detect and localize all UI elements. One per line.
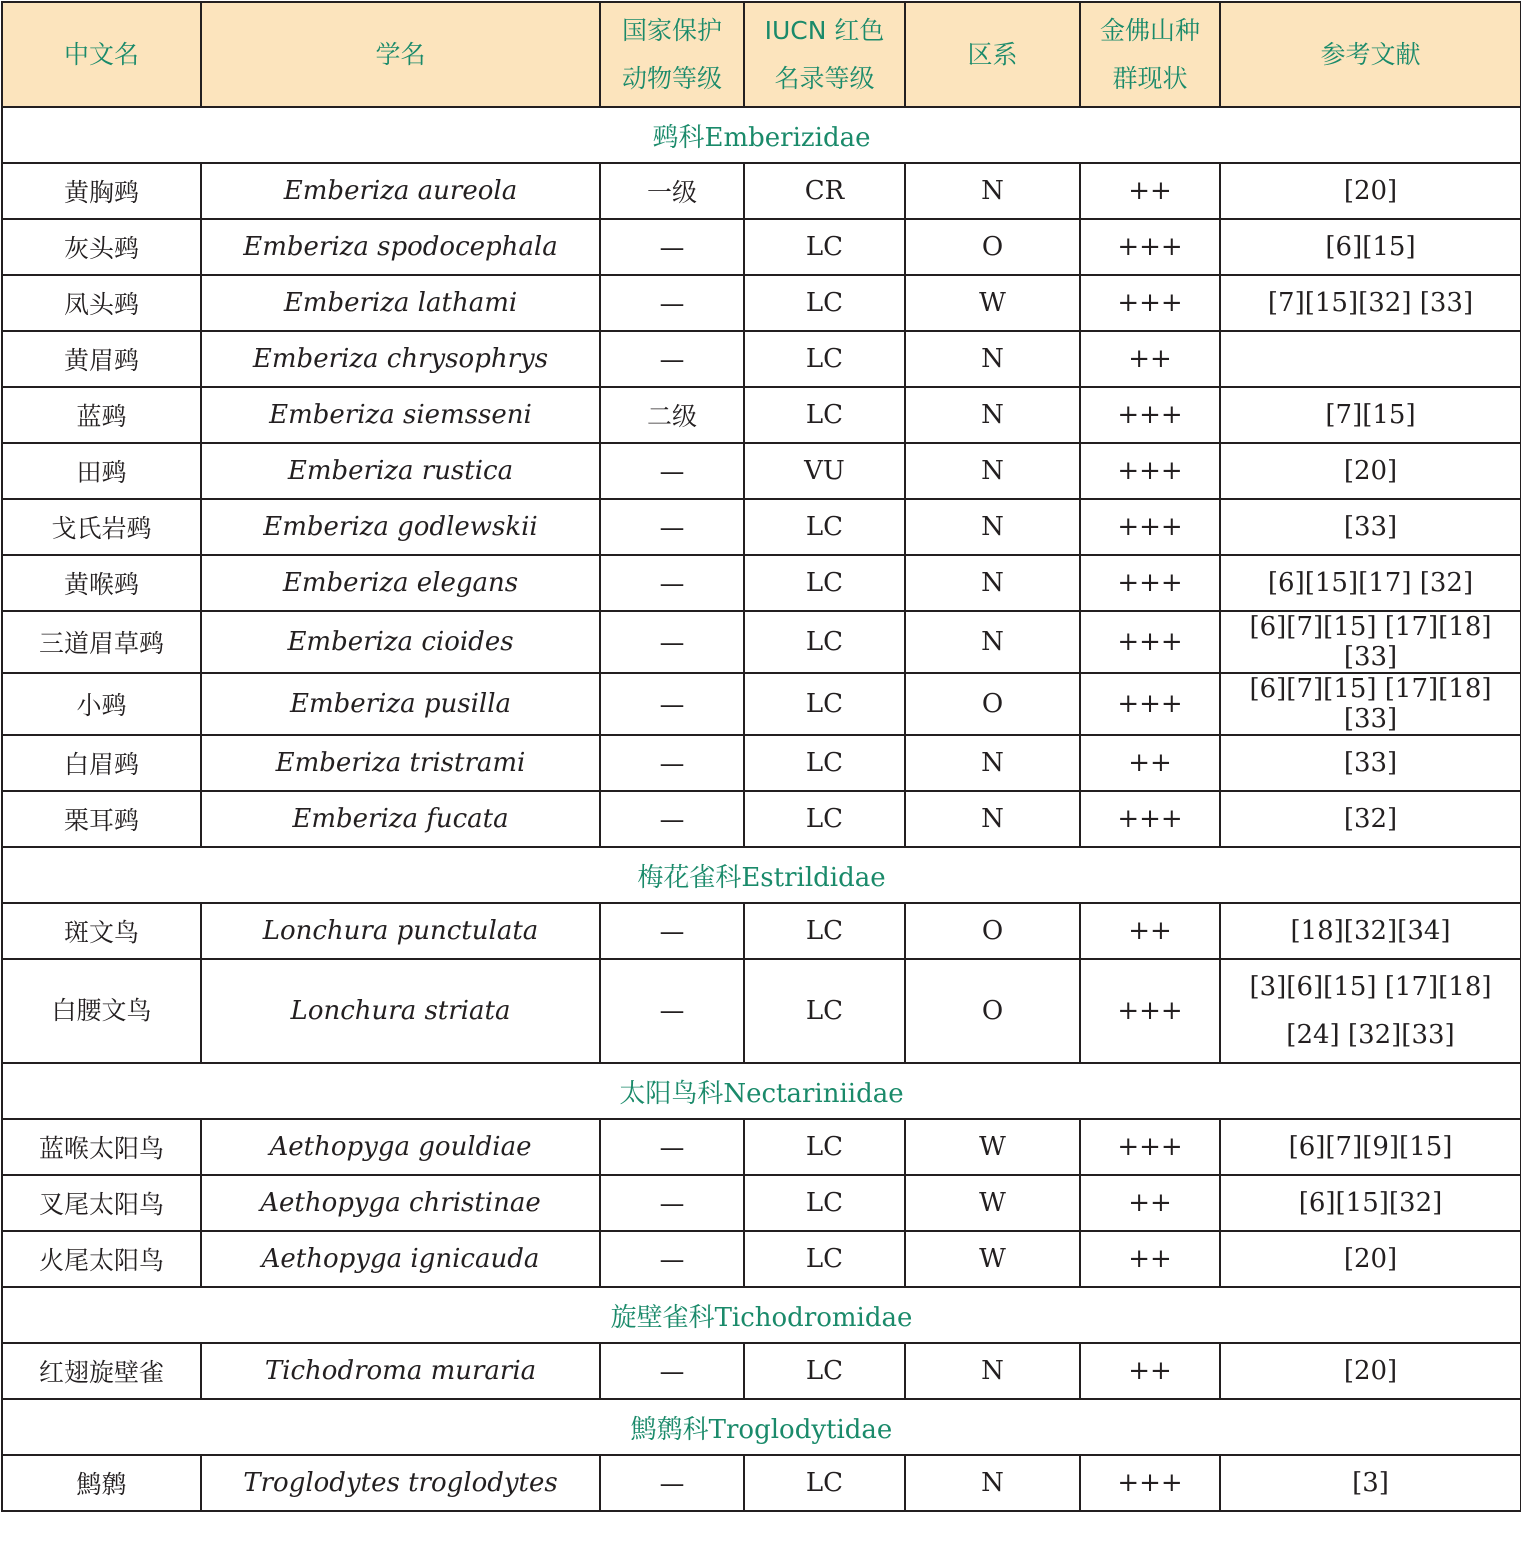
family-title: 梅花雀科Estrildidae xyxy=(2,847,1521,903)
cell-chinese-name: 凤头鹀 xyxy=(2,275,201,331)
cell-scientific-name: Troglodytes troglodytes xyxy=(201,1455,600,1511)
cell-scientific-name: Emberiza siemsseni xyxy=(201,387,600,443)
cell-fauna: O xyxy=(905,673,1080,735)
table-row xyxy=(2,791,1521,847)
family-title: 鹪鹩科Troglodytidae xyxy=(2,1399,1521,1455)
cell-fauna: W xyxy=(905,275,1080,331)
cell-population: ++ xyxy=(1080,1343,1220,1399)
cell-iucn-level: LC xyxy=(744,673,905,735)
cell-references: [20] xyxy=(1220,1343,1521,1399)
table-row xyxy=(2,555,1521,611)
cell-national-level: — xyxy=(600,1343,744,1399)
cell-references: [6][15] xyxy=(1220,219,1521,275)
cell-fauna: N xyxy=(905,611,1080,673)
cell-population: ++ xyxy=(1080,1231,1220,1287)
cell-fauna: O xyxy=(905,959,1080,1063)
cell-chinese-name: 黄胸鹀 xyxy=(2,163,201,219)
table-row xyxy=(2,387,1521,443)
table-row xyxy=(2,1343,1521,1399)
header-iucn-level xyxy=(744,2,905,107)
cell-iucn-level: LC xyxy=(744,611,905,673)
cell-national-level: 二级 xyxy=(600,387,744,443)
header-iucn-level-line2: 名录等级 xyxy=(774,63,875,93)
cell-iucn-level: LC xyxy=(744,903,905,959)
header-population xyxy=(1080,2,1220,107)
cell-population: ++ xyxy=(1080,163,1220,219)
cell-chinese-name: 火尾太阳鸟 xyxy=(2,1231,201,1287)
cell-references: [3] xyxy=(1220,1455,1521,1511)
cell-iucn-level: LC xyxy=(744,1119,905,1175)
cell-fauna: N xyxy=(905,499,1080,555)
cell-population: +++ xyxy=(1080,611,1220,673)
cell-national-level: — xyxy=(600,499,744,555)
family-title: 旋壁雀科Tichodromidae xyxy=(2,1287,1521,1343)
cell-population: +++ xyxy=(1080,673,1220,735)
cell-national-level: — xyxy=(600,735,744,791)
cell-chinese-name: 灰头鹀 xyxy=(2,219,201,275)
cell-iucn-level: LC xyxy=(744,959,905,1063)
cell-population: +++ xyxy=(1080,1119,1220,1175)
cell-scientific-name: Emberiza spodocephala xyxy=(201,219,600,275)
table-header xyxy=(2,2,1521,107)
table-row xyxy=(2,275,1521,331)
table-row xyxy=(2,163,1521,219)
table-row xyxy=(2,1175,1521,1231)
table-row xyxy=(2,673,1521,735)
cell-iucn-level: LC xyxy=(744,1231,905,1287)
table-row xyxy=(2,499,1521,555)
table-row xyxy=(2,1231,1521,1287)
cell-fauna: N xyxy=(905,1455,1080,1511)
cell-scientific-name: Emberiza pusilla xyxy=(201,673,600,735)
cell-iucn-level: LC xyxy=(744,331,905,387)
cell-chinese-name: 白腰文鸟 xyxy=(2,959,201,1063)
cell-scientific-name: Emberiza tristrami xyxy=(201,735,600,791)
cell-population: ++ xyxy=(1080,331,1220,387)
cell-national-level: — xyxy=(600,1119,744,1175)
cell-references: [20] xyxy=(1220,443,1521,499)
cell-national-level: — xyxy=(600,1175,744,1231)
header-national-level-line2: 动物等级 xyxy=(621,63,722,93)
cell-national-level: — xyxy=(600,219,744,275)
header-references: 参考文献 xyxy=(1220,2,1521,107)
cell-scientific-name: Emberiza elegans xyxy=(201,555,600,611)
cell-iucn-level: VU xyxy=(744,443,905,499)
cell-national-level: — xyxy=(600,1231,744,1287)
cell-national-level: — xyxy=(600,673,744,735)
cell-fauna: N xyxy=(905,443,1080,499)
cell-population: +++ xyxy=(1080,275,1220,331)
cell-scientific-name: Aethopyga gouldiae xyxy=(201,1119,600,1175)
cell-national-level: — xyxy=(600,331,744,387)
cell-population: +++ xyxy=(1080,959,1220,1063)
cell-references: [6][7][9][15] xyxy=(1220,1119,1521,1175)
cell-iucn-level: LC xyxy=(744,1175,905,1231)
family-row xyxy=(2,847,1521,903)
cell-scientific-name: Emberiza godlewskii xyxy=(201,499,600,555)
cell-fauna: N xyxy=(905,735,1080,791)
cell-references: [6][15][17] [32] xyxy=(1220,555,1521,611)
cell-chinese-name: 叉尾太阳鸟 xyxy=(2,1175,201,1231)
cell-scientific-name: Emberiza cioides xyxy=(201,611,600,673)
header-chinese-name: 中文名 xyxy=(2,2,201,107)
cell-fauna: O xyxy=(905,219,1080,275)
cell-fauna: N xyxy=(905,1343,1080,1399)
cell-scientific-name: Emberiza rustica xyxy=(201,443,600,499)
cell-iucn-level: LC xyxy=(744,735,905,791)
table-row xyxy=(2,735,1521,791)
cell-references: [7][15][32] [33] xyxy=(1220,275,1521,331)
table-row xyxy=(2,1119,1521,1175)
table-row xyxy=(2,959,1521,1063)
family-row xyxy=(2,1287,1521,1343)
cell-fauna: W xyxy=(905,1119,1080,1175)
cell-references: [33] xyxy=(1220,499,1521,555)
cell-fauna: N xyxy=(905,163,1080,219)
cell-references: [6][7][15] [17][18] [33] xyxy=(1220,673,1521,735)
cell-references: [32] xyxy=(1220,791,1521,847)
cell-fauna: N xyxy=(905,555,1080,611)
cell-iucn-level: LC xyxy=(744,791,905,847)
cell-national-level: — xyxy=(600,1455,744,1511)
cell-iucn-level: LC xyxy=(744,219,905,275)
cell-fauna: W xyxy=(905,1175,1080,1231)
cell-scientific-name: Emberiza fucata xyxy=(201,791,600,847)
cell-chinese-name: 小鹀 xyxy=(2,673,201,735)
cell-chinese-name: 蓝喉太阳鸟 xyxy=(2,1119,201,1175)
header-scientific-name: 学名 xyxy=(201,2,600,107)
cell-iucn-level: LC xyxy=(744,1455,905,1511)
cell-chinese-name: 戈氏岩鹀 xyxy=(2,499,201,555)
cell-references: [33] xyxy=(1220,735,1521,791)
header-national-level xyxy=(600,2,744,107)
cell-population: +++ xyxy=(1080,1455,1220,1511)
cell-iucn-level: LC xyxy=(744,275,905,331)
header-iucn-level-line1: IUCN 红色 xyxy=(764,15,885,45)
family-title: 太阳鸟科Nectariniidae xyxy=(2,1063,1521,1119)
cell-scientific-name: Aethopyga ignicauda xyxy=(201,1231,600,1287)
cell-population: ++ xyxy=(1080,735,1220,791)
cell-scientific-name: Emberiza chrysophrys xyxy=(201,331,600,387)
cell-national-level: — xyxy=(600,275,744,331)
cell-population: +++ xyxy=(1080,443,1220,499)
cell-chinese-name: 蓝鹀 xyxy=(2,387,201,443)
cell-population: ++ xyxy=(1080,903,1220,959)
cell-scientific-name: Lonchura punctulata xyxy=(201,903,600,959)
cell-national-level: — xyxy=(600,959,744,1063)
header-national-level-line1: 国家保护 xyxy=(621,15,722,45)
species-table xyxy=(1,1,1521,1512)
cell-references: [6][7][15] [17][18] [33] xyxy=(1220,611,1521,673)
table-row xyxy=(2,219,1521,275)
cell-references: [20] xyxy=(1220,1231,1521,1287)
cell-scientific-name: Tichodroma muraria xyxy=(201,1343,600,1399)
table-body xyxy=(2,107,1521,1511)
cell-iucn-level: CR xyxy=(744,163,905,219)
cell-population: +++ xyxy=(1080,791,1220,847)
cell-scientific-name: Lonchura striata xyxy=(201,959,600,1063)
header-population-line2: 群现状 xyxy=(1112,63,1188,93)
cell-chinese-name: 黄喉鹀 xyxy=(2,555,201,611)
cell-national-level: 一级 xyxy=(600,163,744,219)
table-row xyxy=(2,611,1521,673)
table-row xyxy=(2,903,1521,959)
table-row xyxy=(2,1455,1521,1511)
cell-population: ++ xyxy=(1080,1175,1220,1231)
cell-iucn-level: LC xyxy=(744,555,905,611)
cell-chinese-name: 田鹀 xyxy=(2,443,201,499)
cell-fauna: N xyxy=(905,387,1080,443)
family-row xyxy=(2,1063,1521,1119)
cell-chinese-name: 红翅旋壁雀 xyxy=(2,1343,201,1399)
cell-references: [20] xyxy=(1220,163,1521,219)
cell-chinese-name: 白眉鹀 xyxy=(2,735,201,791)
cell-national-level: — xyxy=(600,443,744,499)
cell-chinese-name: 斑文鸟 xyxy=(2,903,201,959)
cell-iucn-level: LC xyxy=(744,1343,905,1399)
cell-fauna: N xyxy=(905,791,1080,847)
cell-iucn-level: LC xyxy=(744,387,905,443)
cell-fauna: W xyxy=(905,1231,1080,1287)
table-row xyxy=(2,443,1521,499)
cell-national-level: — xyxy=(600,903,744,959)
cell-population: +++ xyxy=(1080,555,1220,611)
family-row xyxy=(2,1399,1521,1455)
cell-scientific-name: Emberiza aureola xyxy=(201,163,600,219)
cell-scientific-name: Aethopyga christinae xyxy=(201,1175,600,1231)
cell-fauna: N xyxy=(905,331,1080,387)
cell-chinese-name: 栗耳鹀 xyxy=(2,791,201,847)
header-fauna: 区系 xyxy=(905,2,1080,107)
cell-scientific-name: Emberiza lathami xyxy=(201,275,600,331)
cell-national-level: — xyxy=(600,611,744,673)
cell-iucn-level: LC xyxy=(744,499,905,555)
cell-references: [6][15][32] xyxy=(1220,1175,1521,1231)
family-title: 鹀科Emberizidae xyxy=(2,107,1521,163)
cell-references: [3][6][15] [17][18][24] [32][33] xyxy=(1220,959,1521,1063)
cell-national-level: — xyxy=(600,791,744,847)
cell-population: +++ xyxy=(1080,499,1220,555)
cell-chinese-name: 三道眉草鹀 xyxy=(2,611,201,673)
header-population-line1: 金佛山种 xyxy=(1099,15,1200,45)
cell-references: [18][32][34] xyxy=(1220,903,1521,959)
cell-references: [7][15] xyxy=(1220,387,1521,443)
cell-chinese-name: 黄眉鹀 xyxy=(2,331,201,387)
table-row xyxy=(2,331,1521,387)
cell-fauna: O xyxy=(905,903,1080,959)
cell-population: +++ xyxy=(1080,387,1220,443)
family-row xyxy=(2,107,1521,163)
cell-references xyxy=(1220,331,1521,387)
cell-national-level: — xyxy=(600,555,744,611)
cell-population: +++ xyxy=(1080,219,1220,275)
cell-chinese-name: 鹪鹩 xyxy=(2,1455,201,1511)
